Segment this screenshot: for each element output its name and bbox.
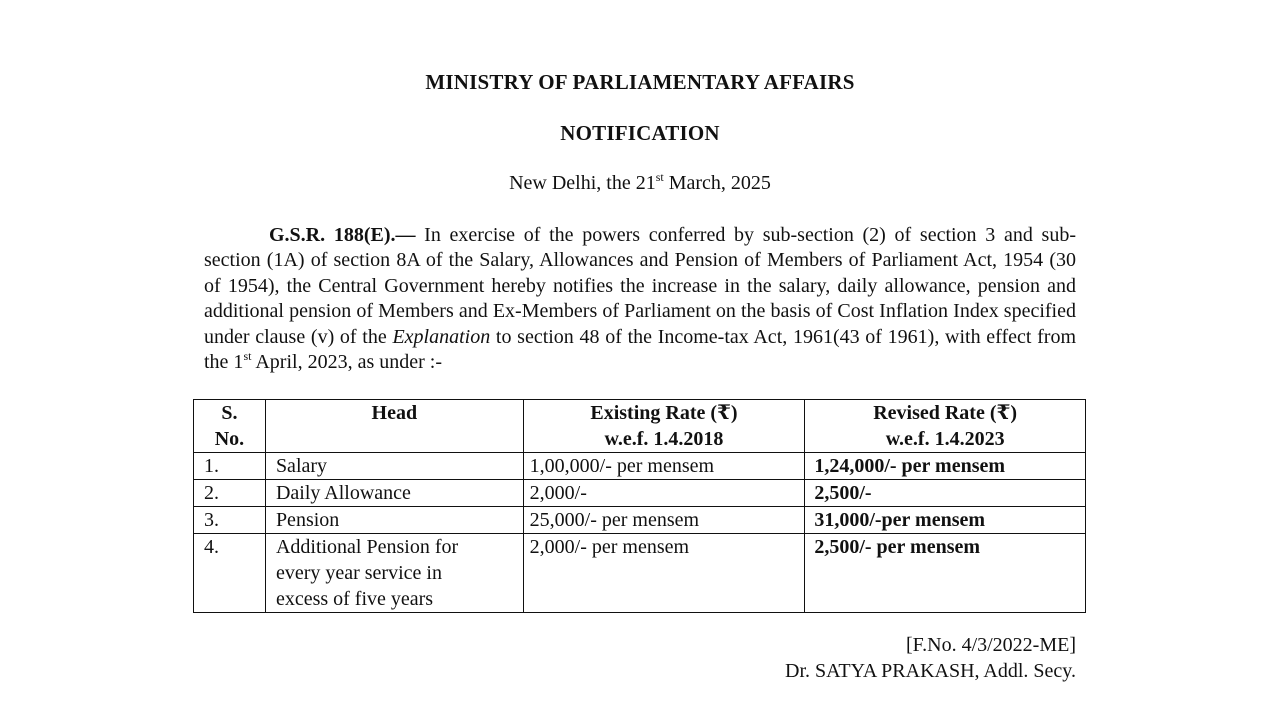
cell-revised: 2,500/- — [805, 480, 1086, 507]
body-text-italic: Explanation — [392, 325, 491, 348]
cell-existing: 1,00,000/- per mensem — [523, 453, 805, 480]
cell-existing: 25,000/- per mensem — [523, 507, 805, 534]
header-sno-line2: No. — [214, 428, 245, 450]
dateline-prefix: New Delhi, the 21 — [509, 172, 656, 194]
cell-sno: 2. — [194, 480, 266, 507]
cell-head-line1: Additional Pension for — [275, 536, 459, 558]
dateline-suffix: March, 2025 — [663, 172, 771, 194]
cell-head: Daily Allowance — [265, 480, 523, 507]
cell-existing: 2,000/- — [523, 480, 805, 507]
header-existing-line2: w.e.f. 1.4.2018 — [604, 428, 724, 450]
notification-title: NOTIFICATION — [560, 121, 720, 145]
cell-head — [265, 534, 523, 613]
cell-sno: 1. — [194, 453, 266, 480]
dateline — [0, 172, 1280, 195]
table-header-row — [194, 400, 1086, 453]
cell-revised: 2,500/- per mensem — [805, 534, 1086, 613]
header-revised-rate — [805, 400, 1086, 453]
ministry-title: MINISTRY OF PARLIAMENTARY AFFAIRS — [425, 70, 855, 94]
cell-head: Pension — [265, 507, 523, 534]
header-sno — [194, 400, 266, 453]
cell-head-line2: every year service in — [275, 562, 442, 584]
cell-revised: 31,000/-per mensem — [805, 507, 1086, 534]
table-row — [194, 453, 1086, 480]
cell-sno: 4. — [194, 534, 266, 613]
header-revised-line2: w.e.f. 1.4.2023 — [885, 428, 1005, 450]
body-text-part2: to section 48 of the Income-tax Act, 1961(43 of 1961), with effect from the 1 — [204, 325, 1077, 374]
header-revised-line1: Revised Rate (₹) — [873, 402, 1018, 424]
gsr-reference: G.S.R. 188(E).— — [269, 224, 416, 246]
body-text-part1: In exercise of the powers conferred by sub-section (2) of section 3 and sub-section (1A) of section 8A of the Salary, Allowances and Pension of Members of Parliament Act, 1954 (30 of 1954), the Central Government hereby notifies the increase in the salary, daily allowance, pension and additional pension of Members and Ex-Members of Parliament on the basis of Cost Inflation Index specified under clause (v) of the — [204, 224, 1076, 348]
notification-body — [204, 223, 1076, 375]
cell-revised: 1,24,000/- per mensem — [805, 453, 1086, 480]
cell-head: Salary — [265, 453, 523, 480]
table-row — [194, 480, 1086, 507]
header-head: Head — [265, 400, 523, 453]
rates-table — [193, 399, 1086, 613]
body-text-part3: April, 2023, as under :- — [251, 351, 442, 374]
body-text-sup: st — [243, 349, 252, 364]
table-row — [194, 507, 1086, 534]
table-row — [194, 534, 1086, 613]
cell-sno: 3. — [194, 507, 266, 534]
signatory: Dr. SATYA PRAKASH, Addl. Secy. — [785, 660, 1076, 682]
file-number: [F.No. 4/3/2022-ME] — [905, 634, 1076, 656]
dateline-sup: st — [655, 170, 664, 184]
cell-existing: 2,000/- per mensem — [523, 534, 805, 613]
header-existing-line1: Existing Rate (₹) — [590, 402, 738, 424]
header-sno-line1: S. — [221, 402, 238, 424]
cell-head-line3: excess of five years — [275, 588, 434, 610]
header-existing-rate — [523, 400, 805, 453]
